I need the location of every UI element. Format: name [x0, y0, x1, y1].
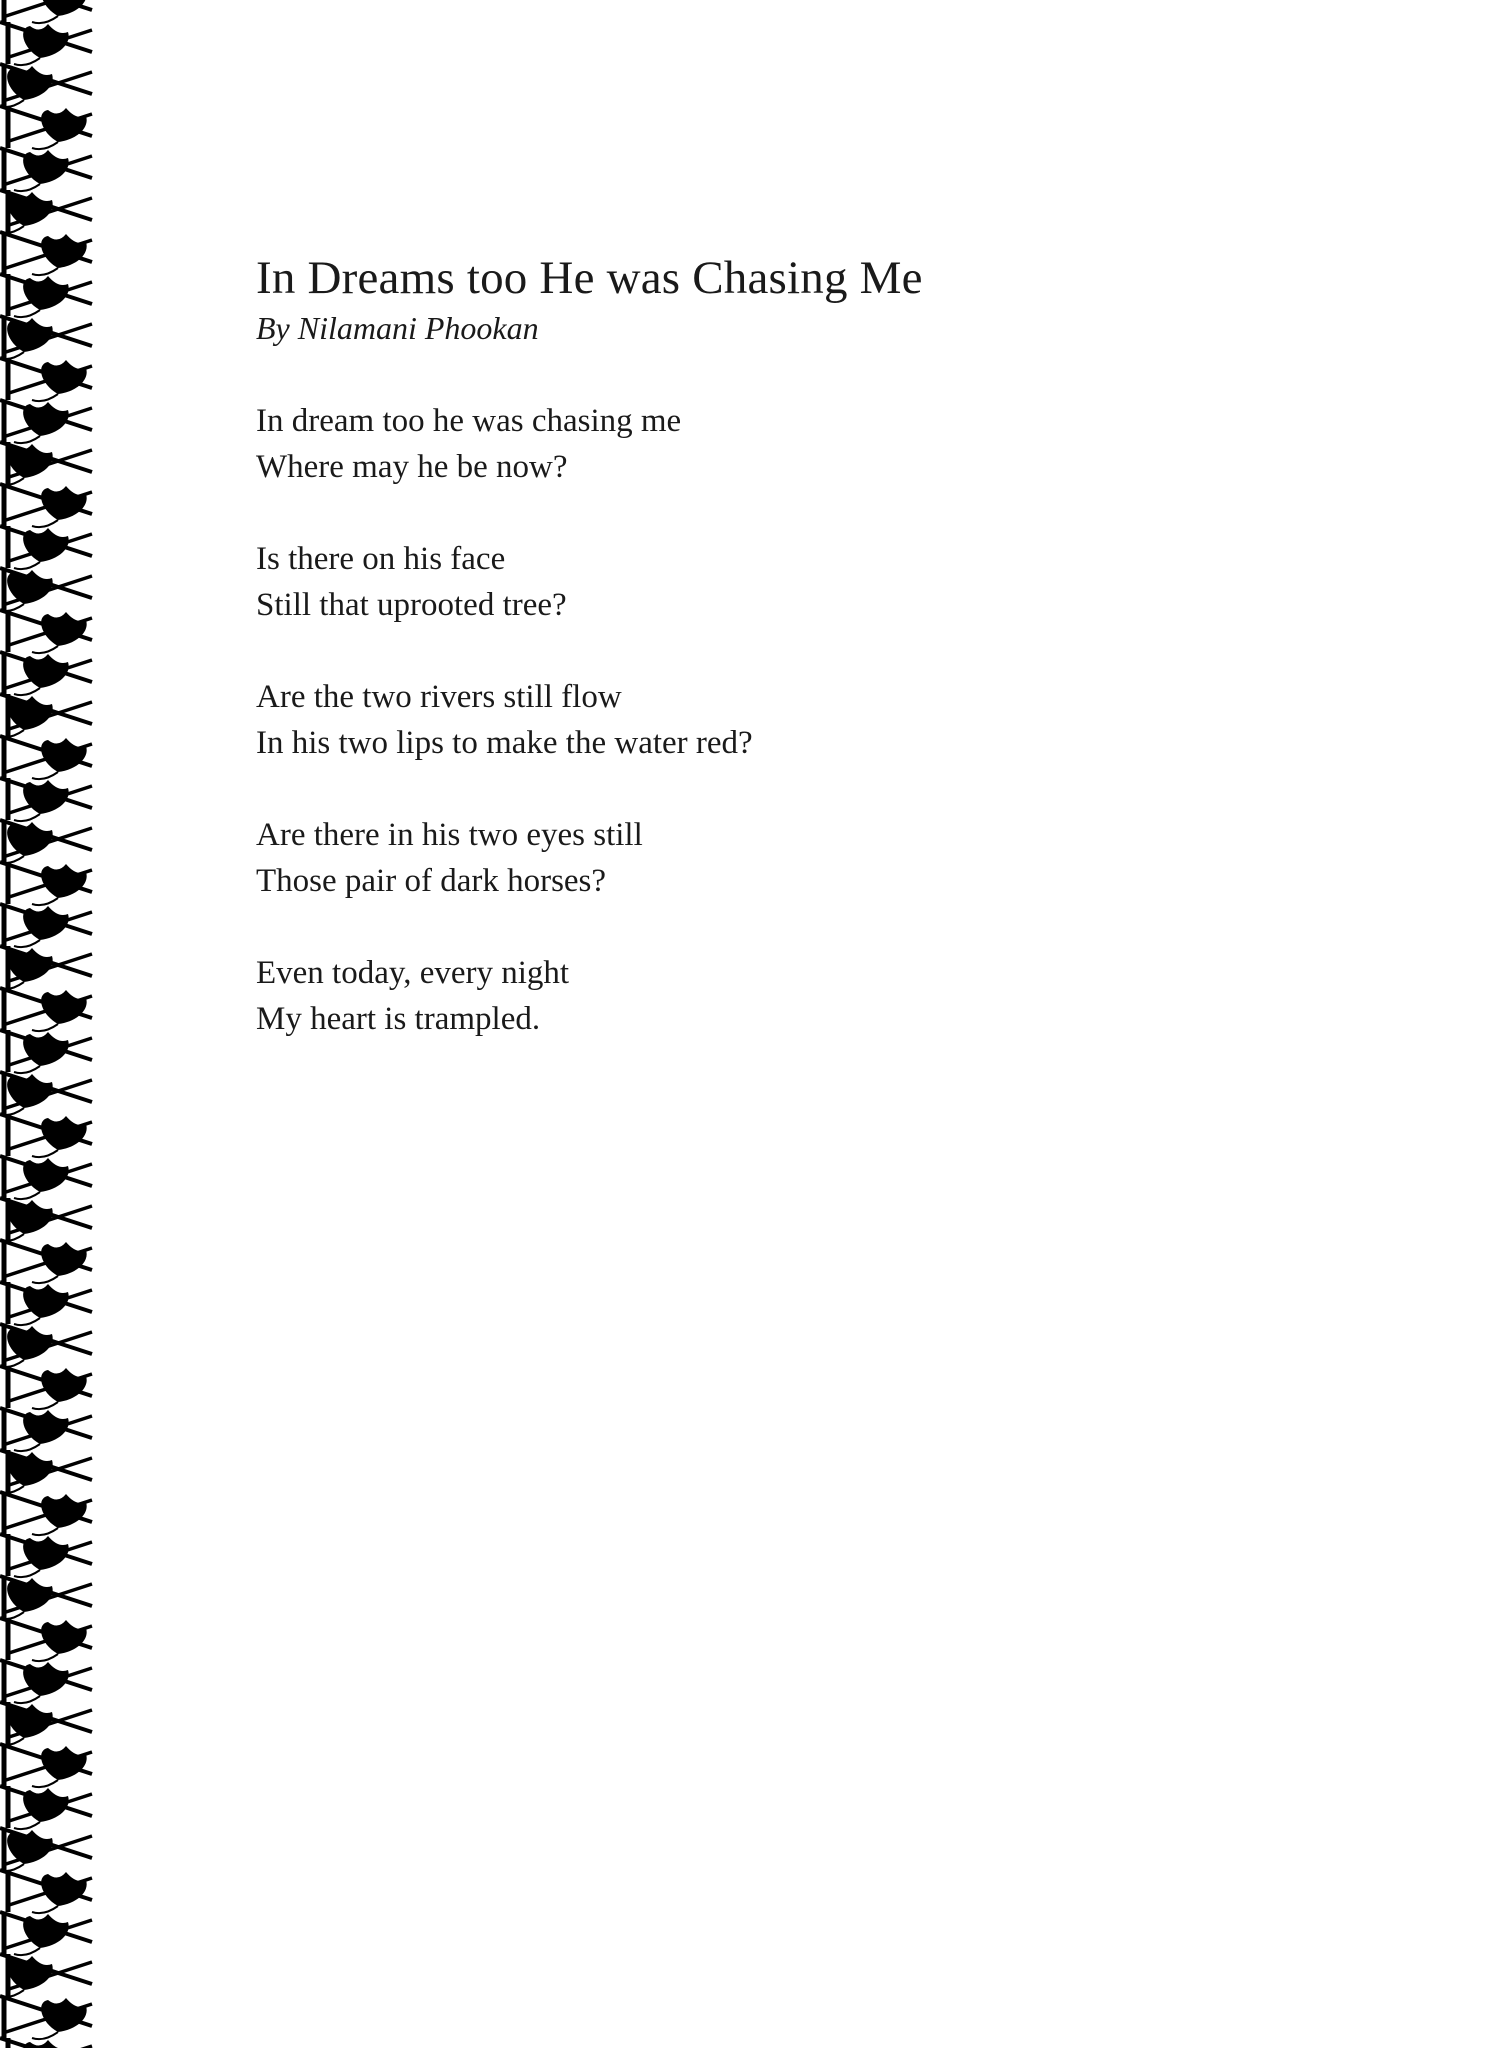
poem-body — [256, 398, 1356, 1042]
poem-author: By Nilamani Phookan — [256, 310, 539, 346]
poem-line: Even today, every night — [256, 955, 570, 991]
ginkgo-leaf-pattern-icon — [0, 0, 100, 2048]
poem-line: In dream too he was chasing me — [256, 403, 682, 439]
poem-page — [256, 248, 1356, 1088]
poem-line: Are there in his two eyes still — [256, 817, 643, 853]
poem-line: Is there on his face — [256, 541, 506, 577]
poem-line: My heart is trampled. — [256, 1001, 541, 1037]
poem-title: In Dreams too He was Chasing Me — [256, 252, 923, 304]
stanza-2 — [256, 536, 1356, 628]
stanza-3 — [256, 674, 1356, 766]
stanza-5 — [256, 950, 1356, 1042]
decorative-border — [0, 0, 100, 2048]
stanza-4 — [256, 812, 1356, 904]
poem-line: Those pair of dark horses? — [256, 863, 607, 899]
poem-line: Are the two rivers still flow — [256, 679, 622, 715]
stanza-1 — [256, 398, 1356, 490]
poem-line: Where may he be now? — [256, 449, 568, 485]
poem-line: Still that uprooted tree? — [256, 587, 567, 623]
poem-line: In his two lips to make the water red? — [256, 725, 753, 761]
